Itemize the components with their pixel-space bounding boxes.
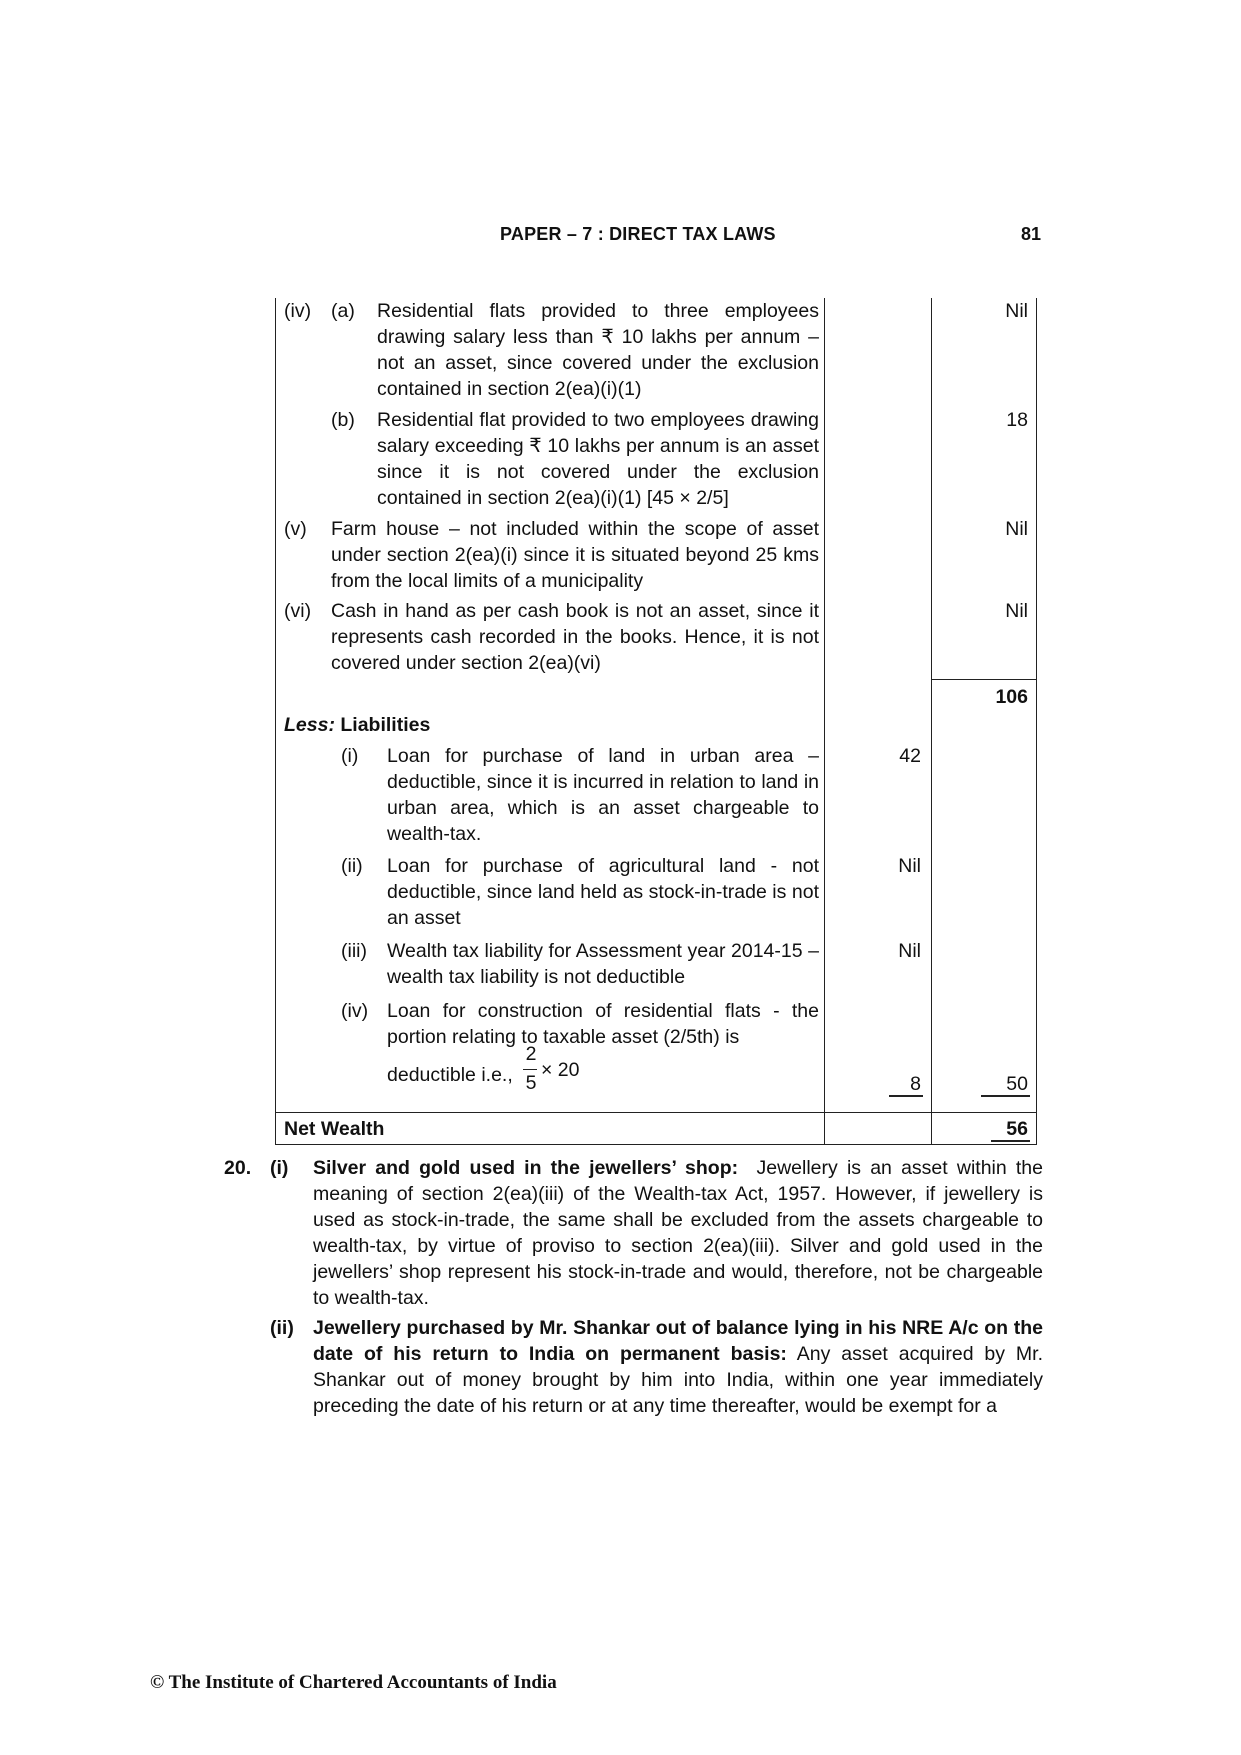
liability-number: (iii) (341, 940, 367, 962)
row-amount: Nil (1005, 518, 1028, 540)
row-subnumber: (a) (331, 300, 355, 322)
row-amount: Nil (1005, 300, 1028, 322)
row-text: Residential flats provided to three employees drawing salary less than ₹ 10 lakhs per annum – not an asset, since covered under the exclusion contained in section 2(ea)(i)(1) (377, 300, 819, 400)
total-liabilities: 50 (1006, 1073, 1028, 1095)
liability-number: (ii) (341, 855, 363, 877)
amount-underline (991, 1140, 1030, 1142)
part-heading: Jewellery purchased by Mr. Shankar out of balance lying in his NRE A/c on the date of his return to India on permanent basis: (313, 1317, 1043, 1365)
part-body: Any asset acquired by Mr. Shankar out of money brought by him into India, within one year immediately preceding the date of his return or at any time thereafter, would be exempt for a (313, 1343, 1043, 1417)
net-wealth-rule (276, 1112, 1036, 1113)
copyright-footer: © The Institute of Chartered Accountants of India (150, 1672, 557, 1693)
part-heading: Silver and gold used in the jewellers’ shop: (313, 1157, 739, 1179)
amount-underline (981, 1095, 1030, 1097)
liability-number: (iv) (341, 1000, 369, 1022)
question-number: 20. (224, 1157, 252, 1179)
page-header (0, 224, 1241, 250)
liability-amount: Nil (898, 940, 921, 962)
wealth-computation-table (275, 298, 1037, 1145)
liabilities-label: Liabilities (340, 714, 431, 736)
row-number: (iv) (284, 300, 312, 322)
net-wealth-value: 56 (1006, 1118, 1028, 1140)
row-amount: Nil (1005, 600, 1028, 622)
row-number: (v) (284, 518, 307, 540)
liability-text-continued: deductible i.e., (387, 1064, 513, 1086)
subtotal-rule (931, 679, 1036, 680)
liability-text: Loan for purchase of agricultural land - not deductible, since land held as stock-in-trade is not an asset (387, 855, 819, 929)
liability-amount: 8 (910, 1073, 921, 1095)
question-part-ii (313, 1315, 1043, 1419)
net-wealth-label: Net Wealth (284, 1118, 385, 1140)
question-part-label: (ii) (270, 1317, 294, 1339)
liability-text: Loan for purchase of land in urban area – deductible, since it is incurred in relation to land in urban area, which is an asset chargeable to wealth-tax. (387, 745, 819, 845)
column-divider-2 (931, 298, 932, 1144)
row-text: Residential flat provided to two employees drawing salary exceeding ₹ 10 lakhs per annum is an asset since it is not covered under the exclusion contained in section 2(ea)(i)(1) [45 × 2/5] (377, 409, 819, 509)
fraction-multiplier: × 20 (541, 1059, 580, 1081)
row-subnumber: (b) (331, 409, 355, 431)
paper-title: PAPER – 7 : DIRECT TAX LAWS (500, 224, 776, 244)
liability-amount: Nil (898, 855, 921, 877)
page-number: 81 (1020, 224, 1041, 244)
less-prefix: Less: (284, 714, 335, 736)
fraction-bar (523, 1069, 537, 1070)
liability-text: Wealth tax liability for Assessment year 2014-15 – wealth tax liability is not deductible (387, 940, 819, 988)
amount-underline (889, 1095, 923, 1097)
liability-text: Loan for construction of residential flats - the portion relating to taxable asset (2/5th) is (387, 1000, 819, 1048)
fraction-denominator: 5 (525, 1072, 537, 1094)
fraction-numerator: 2 (525, 1043, 537, 1065)
row-text: Cash in hand as per cash book is not an asset, since it represents cash recorded in the books. Hence, it is not covered under section 2(ea)(vi) (331, 600, 819, 674)
liability-amount: 42 (899, 745, 921, 767)
liability-number: (i) (341, 745, 359, 767)
less-liabilities-heading (284, 712, 430, 738)
question-part-i (313, 1155, 1043, 1311)
part-body: Jewellery is an asset within the meaning of section 2(ea)(iii) of the Wealth-tax Act, 1957. However, if jewellery is used as stock-in-trade, the same shall be excluded from the assets chargeable to wealth-tax, by virtue of proviso to section 2(ea)(iii). Silver and gold used in the jewellers’ shop represent his stock-in-trade and would, therefore, not be chargeable to wealth-tax. (313, 1157, 1044, 1309)
row-text: Farm house – not included within the scope of asset under section 2(ea)(i) since it is situated beyond 25 kms from the local limits of a municipality (331, 518, 819, 592)
column-divider-1 (824, 298, 825, 1144)
row-number: (vi) (284, 600, 312, 622)
question-part-label: (i) (270, 1157, 289, 1179)
subtotal-value: 106 (995, 686, 1028, 708)
row-amount: 18 (1006, 409, 1028, 431)
